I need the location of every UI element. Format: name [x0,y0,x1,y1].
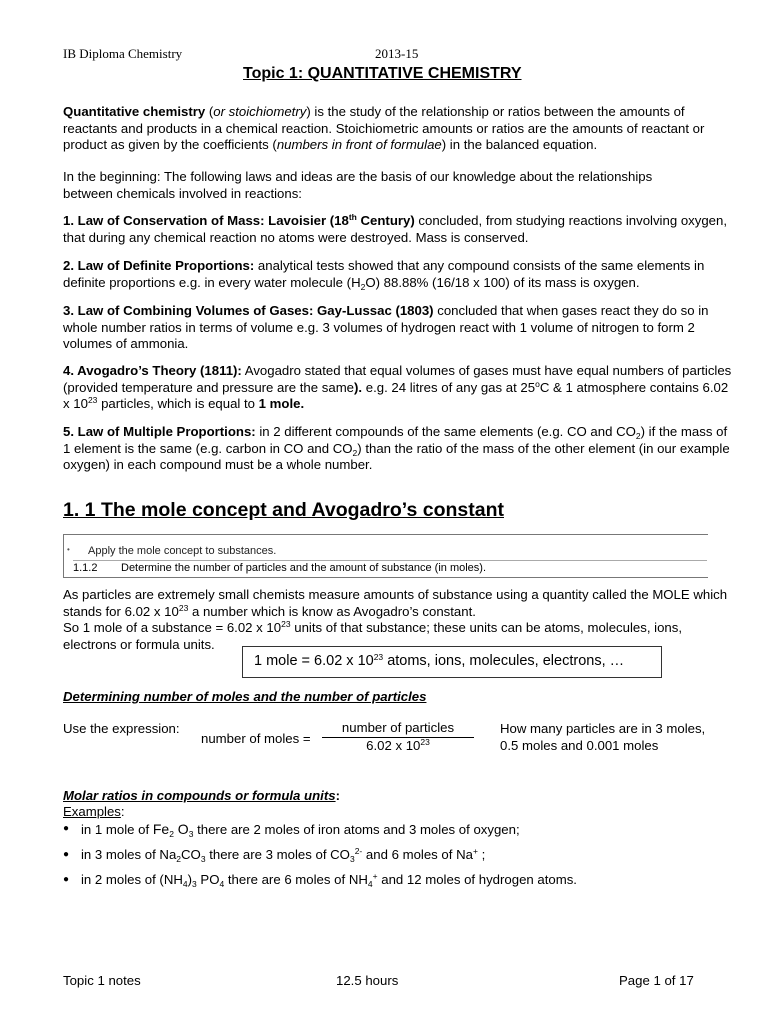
academic-year: 2013-15 [375,46,419,61]
formula-lhs: number of moles = [201,731,311,746]
law-3: 3. Law of Combining Volumes of Gases: Gay-Lussac (1803) concluded that when gases react they do so in whole number ratios in terms of volume e.g. 3 volumes of hydrogen react with 1 volume of nitrogen to form 2 volumes of ammonia. [63,303,709,352]
intro-beginning: In the beginning: The following laws and ideas are the basis of our knowledge about the relationships between chemicals involved in reactions: [63,169,653,201]
intro-definition: Quantitative chemistry (or stoichiometry) is the study of the relationship or ratios between the amounts of reactants and products in a chemical reaction. Stoichiometric amounts or ratios are the amounts of reactant or product as given by the coefficients (numbers in front of formulae) in the balanced equation. [63,104,705,153]
bullet-icon: ● [63,823,70,834]
objective-2: Determine the number of particles and the amount of substance (in moles). [121,562,487,574]
course-name: IB Diploma Chemistry [63,46,183,61]
footer-left: Topic 1 notes [63,973,141,988]
example-2: ● in 3 moles of $Na_2CO_3$ there are 3 moles of $CO_3^{2-}$ and 6 moles of Na+ ; [63,846,486,864]
topic-title: Topic 1: QUANTITATIVE CHEMISTRY [243,65,522,82]
objective-2-number: 1.1.2 [73,562,98,574]
mole-definition-box [242,646,662,678]
law-4: 4. Avogadro’s Theory (1811): Avogadro stated that equal volumes of gases must have equal numbers of particles (provided temperature and pressure are the same). e.g. 24 litres of any gas at 25$^o$C & 1 atmosphere contains 6.02 x $10^{23}$ particles, which is equal to 1 mole. [63,363,732,412]
law-2: 2. Law of Definite Proportions: analytical tests showed that any compound consists of the same elements in definite proportions e.g. in every water molecule $(H_2O)$ 88.88% (16/18 x 100) of its mass is oxygen. [63,258,705,292]
formula-denominator: 6.02 x $10^{23}$ [366,737,430,753]
objective-1: Apply the mole concept to substances. [88,545,277,557]
moles-heading: Determining number of moles and the number of particles [63,689,427,704]
objectives-divider [73,560,707,561]
footer-center: 12.5 hours [336,973,399,988]
law-5: 5. Law of Multiple Proportions: in 2 different compounds of the same elements (e.g. CO and $CO_2$) if the mass of 1 element is the same (e.g. carbon in CO and $CO_2$) than the ratio of the mass of the other element (in our example oxygen) in each compound must be a whole number. [63,424,730,473]
objectives-box [63,534,708,578]
formula-numerator: number of particles [341,720,455,735]
law-1: 1. Law of Conservation of Mass: Lavoisier (18th Century) concluded, from studying reactions involving oxygen, that during any chemical reaction no atoms were destroyed. Mass is conserved. [63,212,728,245]
bullet-icon: ● [63,849,70,860]
section-heading: 1. 1 The mole concept and Avogadro’s constant [63,499,504,521]
example-3: ● in 2 moles of $(NH_4)_3$ $PO_4$ there are 6 moles of $NH_4^+$ and 12 moles of hydrogen atoms. [63,871,577,889]
mole-definition: 1 mole = 6.02 x $10^{23}$ atoms, ions, molecules, electrons, … [254,652,625,669]
practice-question: How many particles are in 3 moles, 0.5 moles and 0.001 moles [500,721,706,753]
mole-paragraph: As particles are extremely small chemists measure amounts of substance using a quantity called the MOLE which stands for 6.02 x $10^{23}$ a number which is know as Avogadro’s constant. So 1 mole of a substance = 6.02 x $10^{23}$ units of that substance; these units can be atoms, molecules, ions, electrons or formula units. [63,587,728,652]
example-1: ● in 1 mole of $Fe_2$ $O_3$ there are 2 moles of iron atoms and 3 moles of oxygen; [63,821,520,839]
examples-label: Examples: [63,804,125,819]
use-expression: Use the expression: [63,721,180,736]
objective-marker: • [67,545,70,554]
ratios-heading: Molar ratios in compounds or formula units: [63,788,340,803]
bullet-icon: ● [63,874,70,885]
page-number: Page 1 of 17 [619,973,694,988]
